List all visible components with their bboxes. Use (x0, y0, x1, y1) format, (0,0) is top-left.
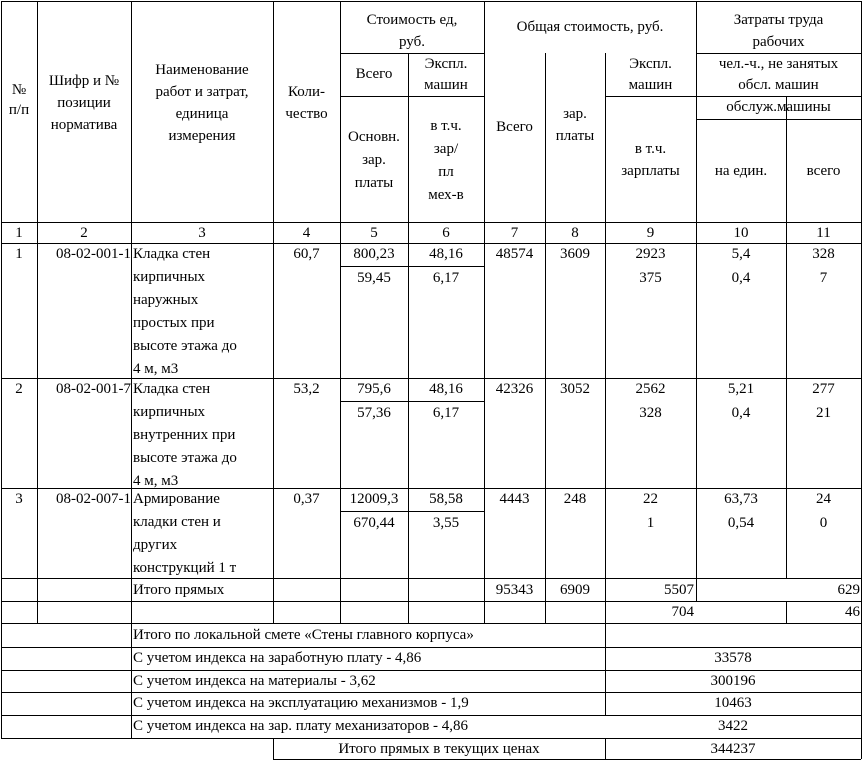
row-total-incl-wage: 375 (639, 270, 662, 286)
row-labor-serv-all: 7 (819, 270, 828, 286)
row-unit-incl-mech: 6,17 (432, 270, 460, 286)
column-number: 2 (80, 225, 88, 241)
header-unit-cost: руб. (399, 34, 425, 50)
summary-label: С учетом индекса на эксплуатацию механизмов - 1,9 (133, 695, 469, 711)
row-name-line: кирпичных (133, 269, 206, 285)
row-labor-per-unit: 63,73 (724, 491, 758, 507)
header-all: всего (806, 163, 841, 179)
summary-label: Итого по локальной смете «Стены главного корпуса» (133, 627, 474, 643)
row-unit-incl-mech: 3,55 (432, 515, 460, 531)
grid-line (340, 96, 484, 97)
direct-total-wage: 6909 (560, 582, 590, 598)
summary-final-label: Итого прямых в текущих ценах (338, 741, 540, 757)
row-name-line: наружных (133, 292, 199, 308)
row-name-line: кирпичных (133, 404, 206, 420)
summary-label: С учетом индекса на заработную плату - 4,86 (133, 650, 422, 666)
row-name-line: 4 м, м3 (133, 473, 179, 489)
row-name-line: Кладка стен (133, 246, 211, 262)
summary-value: 33578 (714, 650, 752, 666)
row-labor-serv-per-unit: 0,4 (731, 405, 751, 421)
column-number: 1 (15, 225, 23, 241)
header-code: позиции (57, 95, 111, 111)
row-name-line: простых при (133, 315, 215, 331)
summary-final-value: 344237 (710, 741, 756, 757)
column-number: 11 (816, 225, 831, 241)
row-unit-base-wage: 57,36 (357, 405, 391, 421)
row-code: 08-02-007-1 (56, 491, 131, 507)
header-base-wage: зар. (362, 152, 386, 168)
direct-total-machines: 5507 (664, 582, 694, 598)
row-name-line: кладки стен и (133, 514, 221, 530)
row-name-line: высоте этажа до (133, 338, 237, 354)
header-total-machines: Экспл. (629, 56, 672, 72)
header-qty: Коли- (287, 84, 326, 100)
header-unit-machines: машин (424, 77, 468, 93)
summary-label: С учетом индекса на зар. плату механизаторов - 4,86 (133, 718, 469, 734)
row-total-wage: 3609 (560, 246, 590, 262)
direct-total-labor-serv: 46 (845, 604, 860, 620)
row-unit-machines: 48,16 (429, 381, 463, 397)
row-total: 42326 (495, 381, 534, 397)
header-num: п/п (8, 102, 30, 118)
row-labor-all: 328 (812, 246, 835, 262)
row-name-line: высоте этажа до (133, 450, 237, 466)
row-name-line: Армирование (133, 491, 220, 507)
direct-total-incl-wage: 704 (671, 604, 694, 620)
row-unit-total: 795,6 (357, 381, 391, 397)
header-labor-not-busy: чел.-ч., не занятых (718, 56, 839, 72)
summary-value: 3422 (718, 718, 748, 734)
header-total-wage: зар. (563, 106, 587, 122)
row-qty: 60,7 (293, 246, 320, 262)
header-code: Шифр и № (48, 73, 120, 89)
row-labor-per-unit: 5,21 (727, 381, 755, 397)
column-number: 6 (442, 225, 450, 241)
row-labor-per-unit: 5,4 (731, 246, 751, 262)
row-unit-incl-mech: 6,17 (432, 405, 460, 421)
column-number: 5 (370, 225, 378, 241)
header-total-cost: Общая стоимость, руб. (516, 19, 664, 35)
summary-value: 300196 (710, 673, 756, 689)
row-total-machines: 2923 (635, 246, 666, 262)
column-number: 10 (733, 225, 749, 241)
direct-total-label: Итого прямых (133, 582, 225, 598)
header-qty: чество (285, 106, 328, 122)
row-total-machines: 22 (643, 491, 658, 507)
header-total-incl-wage: зарплаты (621, 163, 680, 179)
row-total-incl-wage: 1 (646, 515, 655, 531)
row-total-machines: 2562 (635, 381, 666, 397)
grid-line (1, 578, 861, 579)
row-unit-machines: 48,16 (429, 246, 463, 262)
header-code: норматива (50, 117, 118, 133)
header-num: № (11, 82, 27, 98)
grid-line (605, 96, 696, 97)
header-name: измерения (168, 128, 236, 144)
header-labor: Затраты труда (733, 12, 824, 28)
header-labor: рабочих (752, 34, 805, 50)
column-number: 9 (646, 225, 655, 241)
row-unit-base-wage: 59,45 (357, 270, 391, 286)
row-total-incl-wage: 328 (639, 405, 662, 421)
row-labor-serv-per-unit: 0,4 (731, 270, 751, 286)
row-num: 2 (15, 381, 23, 397)
grid-line (696, 119, 861, 120)
header-labor-not-busy: обсл. машин (738, 77, 819, 93)
header-name: работ и затрат, (155, 84, 249, 100)
header-labor-serv: обслуж.машины (726, 99, 831, 115)
header-total-wage: платы (555, 128, 595, 144)
row-labor-all: 277 (812, 381, 835, 397)
column-number: 7 (510, 225, 519, 241)
header-name: единица (175, 106, 229, 122)
direct-total-labor: 629 (837, 582, 860, 598)
row-labor-serv-all: 21 (816, 405, 831, 421)
direct-total-sum: 95343 (495, 582, 534, 598)
row-name-line: 4 м, м3 (133, 361, 179, 377)
header-total-machines: машин (628, 77, 673, 93)
row-code: 08-02-001-7 (56, 381, 131, 397)
row-qty: 53,2 (293, 381, 320, 397)
header-name: Наименование (155, 62, 249, 78)
row-total: 48574 (495, 246, 534, 262)
row-num: 3 (15, 491, 23, 507)
summary-value: 10463 (714, 695, 752, 711)
grid-line (1, 601, 861, 602)
header-incl-mech: пл (438, 164, 454, 180)
row-name-line: внутренних при (133, 427, 236, 443)
row-unit-total: 800,23 (353, 246, 395, 262)
row-labor-all: 24 (816, 491, 831, 507)
summary-label: С учетом индекса на материалы - 3,62 (133, 673, 376, 689)
header-total-incl-wage: в т.ч. (634, 141, 667, 157)
row-unit-base-wage: 670,44 (353, 515, 395, 531)
row-total-wage: 3052 (560, 381, 590, 397)
row-name-line: других (133, 537, 178, 553)
header-base-wage: Основн. (348, 129, 400, 145)
row-unit-machines: 58,58 (429, 491, 463, 507)
column-number: 8 (571, 225, 579, 241)
header-unit-machines: Экспл. (424, 56, 468, 72)
header-incl-mech: в т.ч. (430, 118, 462, 134)
header-incl-mech: зар/ (433, 141, 459, 157)
row-name-line: Кладка стен (133, 381, 211, 397)
table-top-border (1, 1, 861, 2)
row-qty: 0,37 (293, 491, 320, 507)
grid-line (484, 1, 485, 623)
column-number: 3 (198, 225, 206, 241)
header-total-sum: Всего (496, 119, 533, 135)
row-num: 1 (15, 246, 23, 262)
row-labor-serv-per-unit: 0,54 (727, 515, 755, 531)
header-unit-total: Всего (355, 66, 393, 82)
header-incl-mech: мех-в (428, 187, 464, 203)
header-per-unit: на един. (714, 163, 768, 179)
row-total: 4443 (499, 491, 530, 507)
row-unit-total: 12009,3 (349, 491, 399, 507)
row-labor-serv-all: 0 (819, 515, 828, 531)
row-total-wage: 248 (563, 491, 587, 507)
header-unit-cost: Стоимость ед, (366, 12, 458, 28)
header-base-wage: платы (354, 175, 394, 191)
row-name-line: конструкций 1 т (133, 560, 237, 576)
column-number: 4 (302, 225, 311, 241)
row-code: 08-02-001-1 (56, 246, 131, 262)
